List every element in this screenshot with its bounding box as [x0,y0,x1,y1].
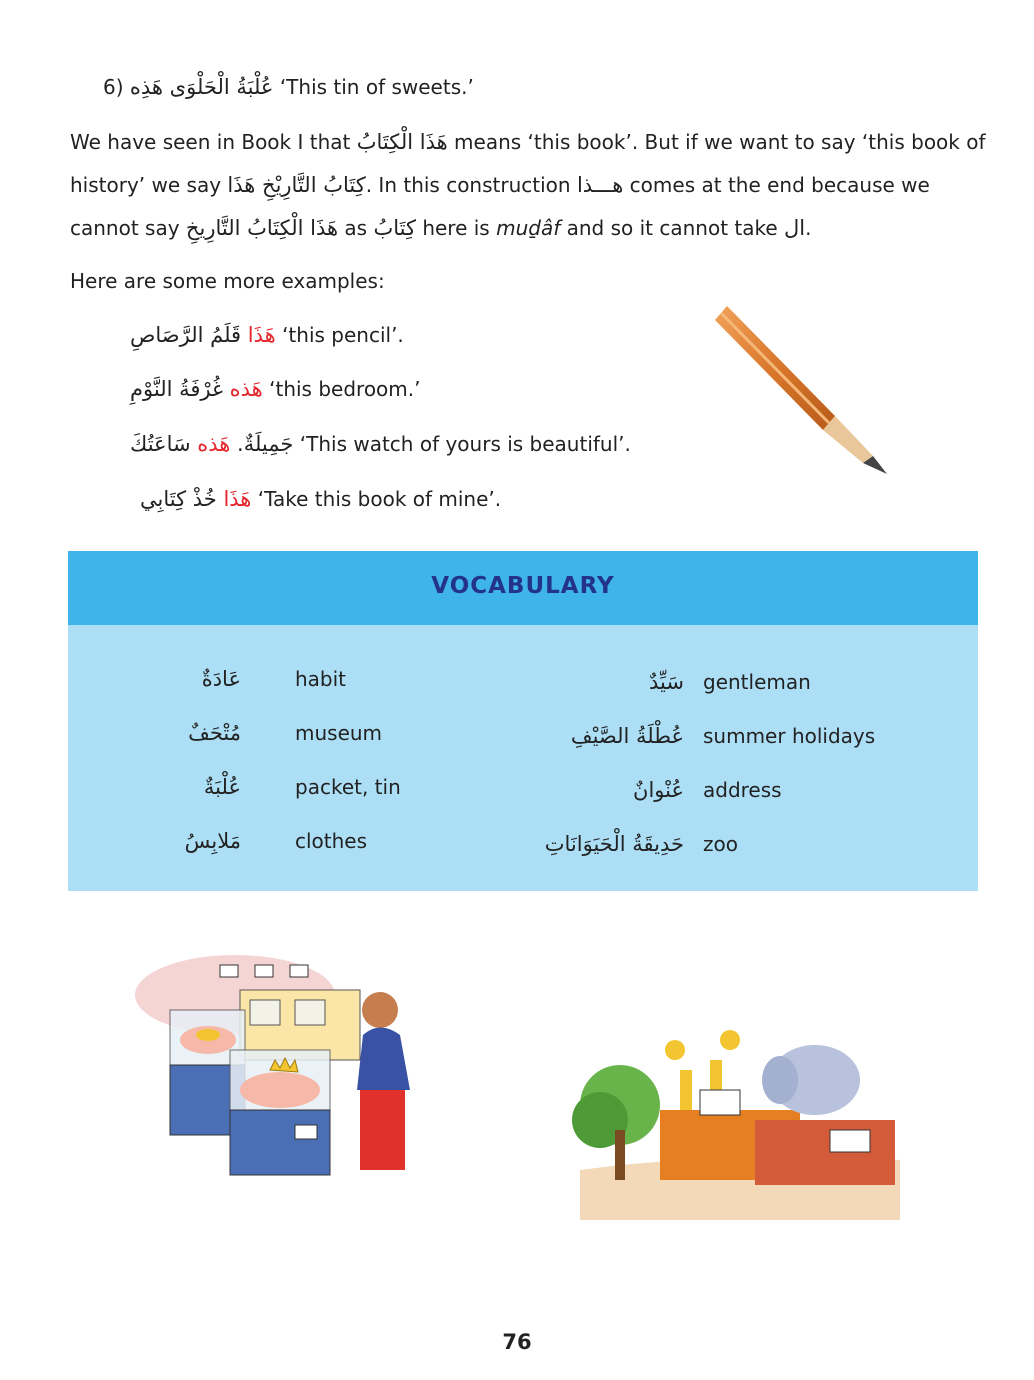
arabic-phrase [130,432,293,456]
paragraph-text: here is [415,216,497,240]
pencil-illustration [705,298,905,483]
paragraph-text: We have seen in Book I that [70,130,357,154]
arabic-phrase [130,323,276,347]
english-word: gentleman [703,670,811,694]
highlighted-word: هَذه [197,432,231,456]
arabic-phrase [130,377,263,401]
english-word: summer holidays [703,724,876,748]
english-word: packet, tin [295,775,401,799]
arabic-word: مَلابِسُ [184,829,241,853]
line-number: 6) [103,75,124,99]
paragraph-text: and so it cannot take [560,216,785,240]
arabic-word: حَدِيقَةُ الْحَيَوَانَاتِ [544,832,684,856]
arabic-word: غُرْفَةُ النَّوْمِ [130,377,223,401]
explanation-paragraph [70,121,990,250]
highlighted-word: هَذه [229,377,263,401]
vocab-item [158,829,458,859]
arabic-term: هَذَا الْكِتَابُ التَّارِيخِ [185,216,339,240]
arabic-term: ال [784,216,806,240]
vocab-item [158,667,458,697]
vocab-item [468,724,968,754]
english-word: museum [295,721,383,745]
arabic-term: هَذَا الْكِتَابُ [356,130,448,154]
english-gloss: ‘This watch of yours is beautiful’. [299,432,631,456]
arabic-word: قَلَمُ الرَّصَاصِ [130,323,242,347]
vocab-item [468,670,968,700]
museum-illustration [105,940,445,1180]
arabic-word: عُطْلَةُ الصَّيْفِ [570,724,684,748]
paragraph-text: . [805,216,812,240]
arabic-word: جَمِيلَةٌ. [237,432,294,456]
english-gloss: ‘this pencil’. [282,323,404,347]
example-book [140,484,501,514]
arabic-word: عُنْوانٌ [633,778,684,802]
english-gloss: ‘this bedroom.’ [269,377,421,401]
english-word: habit [295,667,347,691]
examples-intro: Here are some more examples: [70,269,385,293]
vocabulary-box [68,551,978,891]
english-gloss: ‘Take this book of mine’. [257,487,502,511]
arabic-word: مُتْحَفٌ [188,721,241,745]
english-gloss: ‘This tin of sweets.’ [279,75,474,99]
vocabulary-header [68,551,978,625]
arabic-word: عُلْبَةٌ [203,775,241,799]
english-word: address [703,778,782,802]
arabic-term: كِتَابُ [373,216,416,240]
paragraph-text: . In this construction [365,173,577,197]
paragraph-text: as [338,216,374,240]
arabic-term: هـــذا [576,173,624,197]
arabic-phrase: عُلْبَةُ الْحَلْوَى هَذِه [129,75,274,99]
italic-term: muḏâf [496,216,561,240]
arabic-term: كِتَابُ التَّارِيْخِ هَذَا [227,173,366,197]
highlighted-word: هَذَا [247,323,276,347]
paragraph-text: comes at the end because we cannot say [70,173,930,240]
highlighted-word: هَذَا [223,487,252,511]
example-bedroom [130,374,420,404]
arabic-word: سَيِّدٌ [649,670,684,694]
arabic-word: سَاعَتُكَ [130,432,191,456]
example-pencil [130,320,404,350]
example-watch [130,429,631,459]
vocab-item [158,775,458,805]
vocab-item [468,778,968,808]
example-line-6 [103,73,474,101]
page-number: 76 [502,1330,532,1354]
vocab-item [468,832,968,862]
arabic-word: عَادَةٌ [201,667,241,691]
arabic-word: خُذْ كِتَابِي [140,487,217,511]
arabic-phrase [140,487,251,511]
english-word: zoo [703,832,738,856]
paragraph-text: means ‘this book’. But if we want to say ‘this book of history’ we say [70,130,986,197]
vocabulary-title: VOCABULARY [431,573,615,599]
vocab-item [158,721,458,751]
zoo-illustration [560,1020,910,1220]
english-word: clothes [295,829,368,853]
